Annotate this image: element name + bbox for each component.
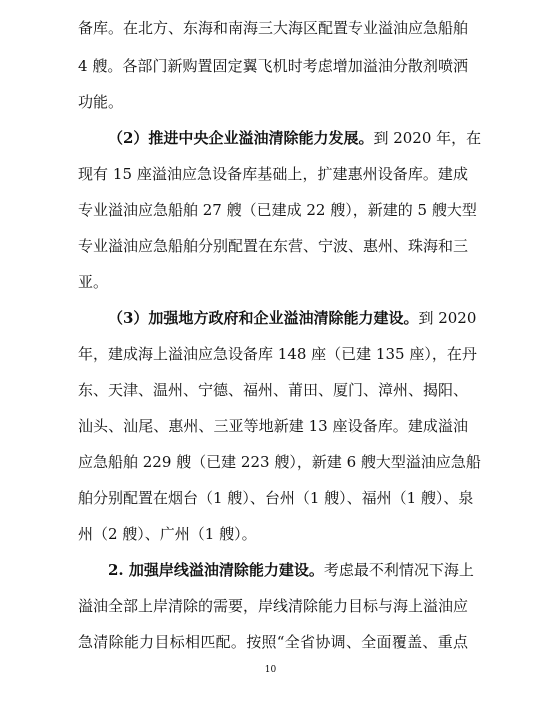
text-line: 急清除能力目标相匹配。按照“全省协调、全面覆盖、重点 [78, 633, 468, 651]
text-line: 亚。 [78, 273, 109, 291]
text-line: 4 艘。各部门新购置固定翼飞机时考虑增加溢油分散剂喷洒 [78, 57, 468, 75]
page-number: 10 [264, 665, 277, 675]
text-line: 专业溢油应急船舶分别配置在东营、宁波、惠州、珠海和三 [78, 237, 469, 255]
text-line: 年，建成海上溢油应急设备库 148 座（已建 135 座），在丹 [78, 345, 477, 363]
text-line: 汕头、汕尾、惠州、三亚等地新建 13 座设备库。建成溢油 [78, 417, 468, 435]
text-line: 舶分别配置在烟台（1 艘）、台州（1 艘）、福州（1 艘）、泉 [78, 489, 474, 507]
text-line: 应急船舶 229 艘（已建 223 艘），新建 6 艘大型溢油应急船 [78, 453, 481, 471]
paragraph-text: 考虑最不利情况下海上 [323, 561, 474, 579]
text-line: 功能。 [78, 93, 124, 111]
text-line [108, 308, 477, 328]
paragraph-text: 到 2020 [418, 309, 477, 327]
text-line: 州（2 艘）、广州（1 艘）。 [78, 525, 257, 543]
section-heading: （3）加强地方政府和企业溢油清除能力建设。 [108, 309, 419, 327]
text-line: 东、天津、温州、宁德、福州、莆田、厦门、漳州、揭阳、 [78, 381, 469, 399]
text-line [108, 128, 482, 148]
text-line: 溢油全部上岸清除的需要，岸线清除能力目标与海上溢油应 [78, 597, 469, 615]
text-line: 现有 15 座溢油应急设备库基础上，扩建惠州设备库。建成 [78, 165, 468, 183]
section-heading: （2）推进中央企业溢油清除能力发展。 [108, 129, 374, 147]
text-line [108, 560, 474, 580]
section-heading: 2. 加强岸线溢油清除能力建设。 [108, 561, 324, 579]
text-line: 专业溢油应急船舶 27 艘（已建成 22 艘），新建的 5 艘大型 [78, 201, 477, 219]
paragraph-text: 到 2020 年，在 [373, 129, 482, 147]
text-line: 备库。在北方、东海和南海三大海区配置专业溢油应急船舶 [78, 19, 469, 37]
